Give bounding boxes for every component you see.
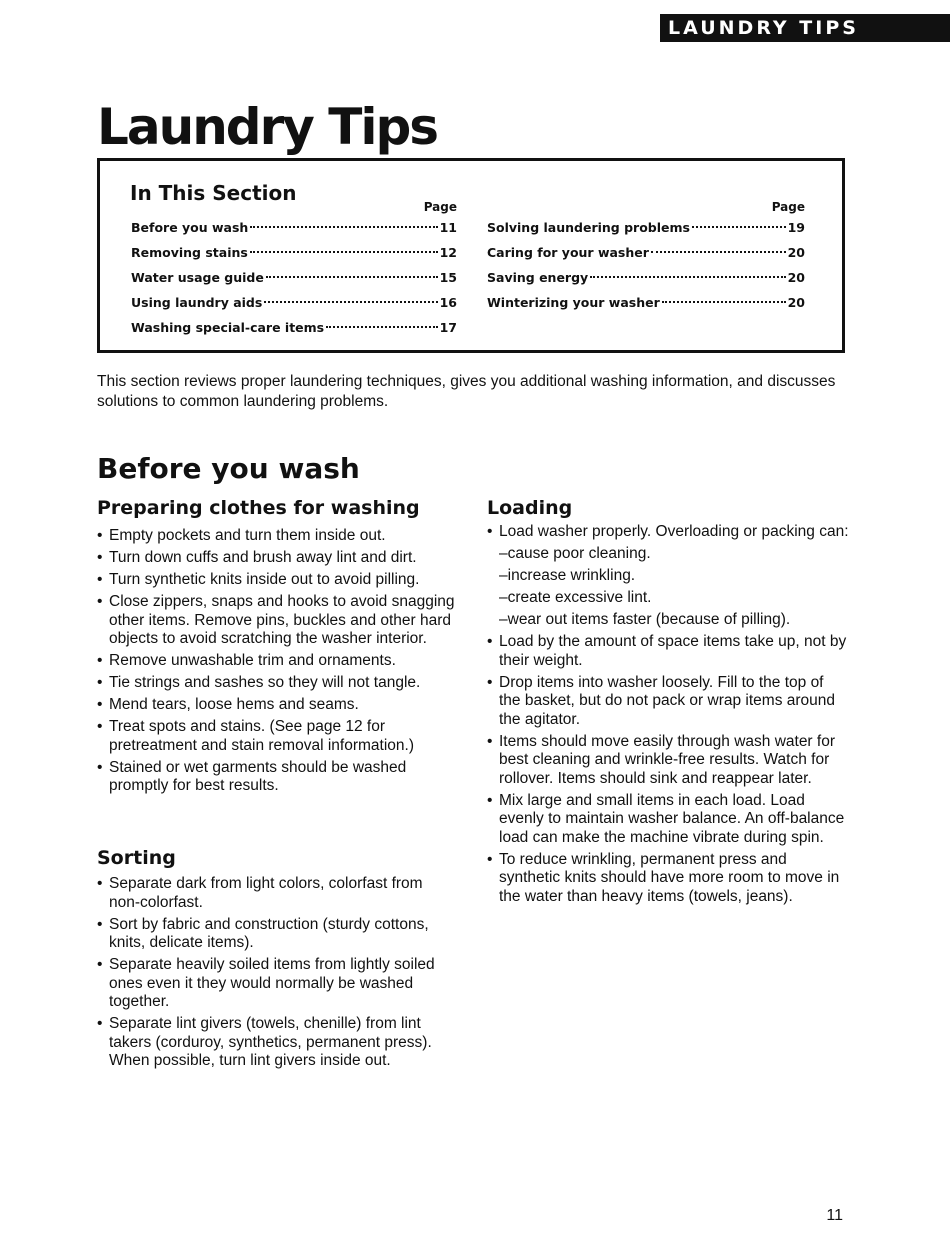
loading-heading: Loading xyxy=(487,497,573,519)
preparing-list xyxy=(97,527,457,799)
toc-entry[interactable] xyxy=(487,215,805,240)
toc-entry-page: 20 xyxy=(787,245,805,260)
toc-leader xyxy=(264,301,437,303)
page-number: 11 xyxy=(826,1207,843,1224)
list-item: • Mend tears, loose hems and seams. xyxy=(97,696,457,715)
toc-entry-page: 16 xyxy=(439,295,457,310)
list-item: • Items should move easily through wash water for best cleaning and wrinkle-free results. Watch for rollover. Items should sink and reappear later. xyxy=(487,733,849,789)
sorting-list xyxy=(97,875,457,1074)
toc-leader xyxy=(651,251,786,253)
toc-page-header: Page xyxy=(423,200,457,214)
toc-entry-page: 15 xyxy=(439,270,457,285)
list-item: • Treat spots and stains. (See page 12 for pretreatment and stain removal information.) xyxy=(97,718,457,755)
toc-entry-page: 17 xyxy=(439,320,457,335)
toc-leader xyxy=(266,276,438,278)
toc-entry[interactable] xyxy=(131,215,457,240)
list-item: • Remove unwashable trim and ornaments. xyxy=(97,652,457,671)
section-title: Before you wash xyxy=(97,452,360,485)
list-item: • Turn synthetic knits inside out to avoid pilling. xyxy=(97,571,457,590)
sorting-heading: Sorting xyxy=(97,847,176,869)
toc-column-left xyxy=(131,199,457,340)
list-item: • Close zippers, snaps and hooks to avoid snagging other items. Remove pins, buckles and other hard objects to avoid scratching the washer interior. xyxy=(97,593,457,649)
toc-entry-label: Winterizing your washer xyxy=(487,295,660,310)
toc-leader xyxy=(692,226,786,228)
toc-entry[interactable] xyxy=(131,315,457,340)
page-title: Laundry Tips xyxy=(97,98,438,156)
toc-leader xyxy=(250,226,437,228)
toc-entry-page: 12 xyxy=(439,245,457,260)
list-subitem: –cause poor cleaning. xyxy=(499,545,651,562)
list-item: • Mix large and small items in each load. Load evenly to maintain washer balance. An off-balance load can make the machine vibrate during spin. xyxy=(487,792,849,848)
toc-leader xyxy=(326,326,437,328)
toc-entry-label: Removing stains xyxy=(131,245,248,260)
toc-entry-page: 20 xyxy=(787,295,805,310)
toc-entry-label: Saving energy xyxy=(487,270,589,285)
list-item: • To reduce wrinkling, permanent press and synthetic knits should have more room to move in the water than heavy items (towels, jeans). xyxy=(487,851,849,907)
toc-entry-page: 19 xyxy=(787,220,805,235)
toc-entry-label: Using laundry aids xyxy=(131,295,263,310)
toc-entry-page: 11 xyxy=(439,220,457,235)
toc-entry-label: Water usage guide xyxy=(131,270,264,285)
toc-column-right xyxy=(487,199,805,315)
list-item: • Load by the amount of space items take up, not by their weight. xyxy=(487,633,849,670)
toc-leader xyxy=(662,301,786,303)
toc-page-header: Page xyxy=(771,200,805,214)
section-tab: LAUNDRY TIPS xyxy=(660,14,950,42)
toc-entry-label: Solving laundering problems xyxy=(487,220,690,235)
toc-entry[interactable] xyxy=(487,240,805,265)
toc-entry[interactable] xyxy=(131,240,457,265)
list-item: • Sort by fabric and construction (sturdy cottons, knits, delicate items). xyxy=(97,916,457,953)
list-item: • Load washer properly. Overloading or packing can: xyxy=(487,523,849,542)
toc-leader xyxy=(250,251,438,253)
toc-leader xyxy=(590,276,785,278)
toc-heading: In This Section xyxy=(130,181,297,205)
list-subitem: –create excessive lint. xyxy=(499,589,652,606)
list-subitem: –wear out items faster (because of pilling). xyxy=(499,611,791,628)
toc-entry[interactable] xyxy=(487,265,805,290)
toc-entry-page: 20 xyxy=(787,270,805,285)
list-item: • Turn down cuffs and brush away lint and dirt. xyxy=(97,549,457,568)
toc-entry[interactable] xyxy=(131,265,457,290)
loading-list xyxy=(487,523,849,910)
list-item: • Separate lint givers (towels, chenille) from lint takers (corduroy, synthetics, permanent press). When possible, turn lint givers inside out. xyxy=(97,1015,457,1071)
list-item: • Separate heavily soiled items from lightly soiled ones even it they would normally be washed together. xyxy=(97,956,457,1012)
list-item: • Separate dark from light colors, colorfast from non-colorfast. xyxy=(97,875,457,912)
list-item: • Tie strings and sashes so they will not tangle. xyxy=(97,674,457,693)
list-item: • Empty pockets and turn them inside out. xyxy=(97,527,457,546)
toc-box xyxy=(97,158,845,353)
toc-entry[interactable] xyxy=(487,290,805,315)
toc-entry[interactable] xyxy=(131,290,457,315)
toc-entry-label: Washing special-care items xyxy=(131,320,325,335)
preparing-heading: Preparing clothes for washing xyxy=(97,497,420,519)
intro-paragraph: This section reviews proper laundering techniques, gives you additional washing information, and discusses solutions to common laundering problems. xyxy=(97,373,836,410)
toc-entry-label: Caring for your washer xyxy=(487,245,649,260)
toc-entry-label: Before you wash xyxy=(131,220,249,235)
list-subitem: –increase wrinkling. xyxy=(499,567,636,584)
list-item: • Stained or wet garments should be washed promptly for best results. xyxy=(97,759,457,796)
list-item: • Drop items into washer loosely. Fill to the top of the basket, but do not pack or wrap items around the agitator. xyxy=(487,674,849,730)
